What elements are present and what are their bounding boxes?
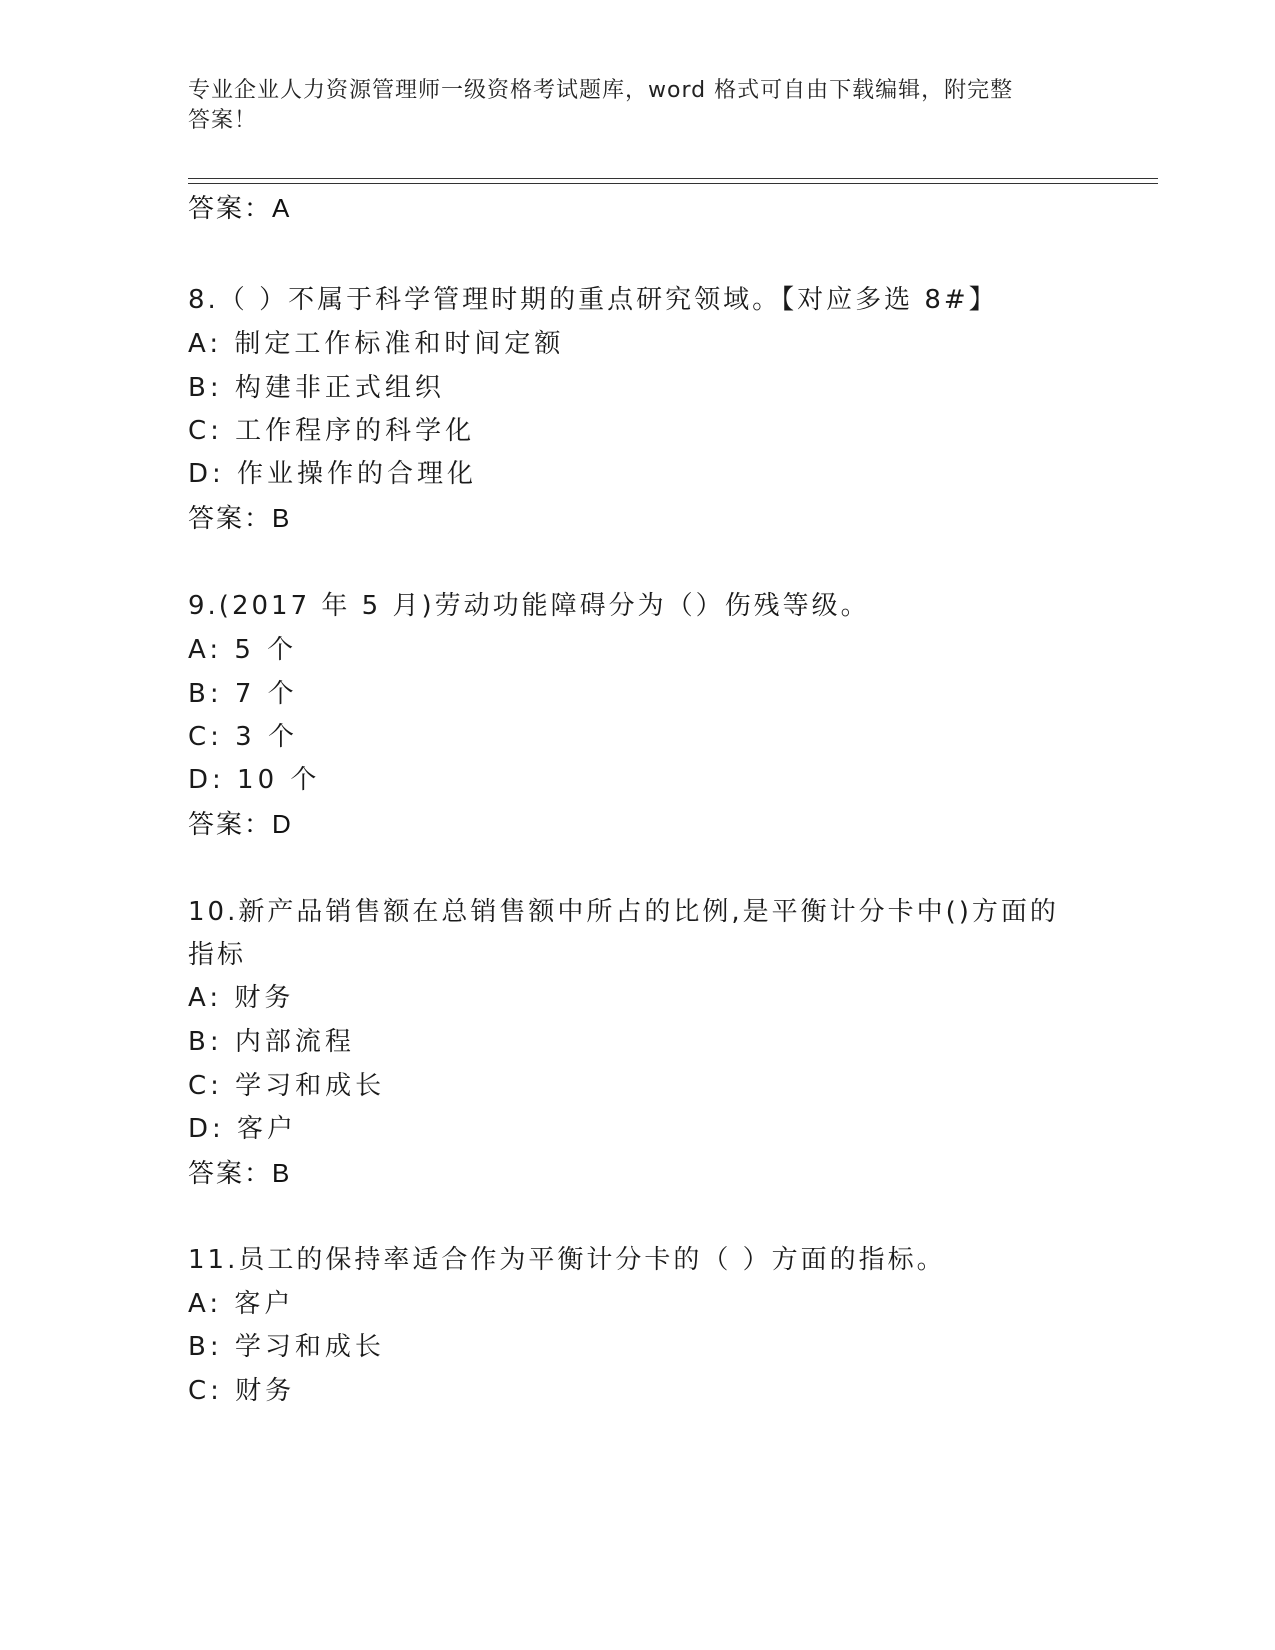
question-8-option-c: C: 工作程序的科学化 — [188, 416, 476, 446]
page-header — [188, 76, 1088, 136]
question-9-option-b: B: 7 个 — [188, 679, 298, 709]
question-10-option-b: B: 内部流程 — [188, 1027, 355, 1057]
question-10-stem: 10.新产品销售额在总销售额中所占的比例,是平衡计分卡中()方面的 — [188, 897, 1059, 927]
header-divider-top — [188, 178, 1158, 179]
question-10-option-c: C: 学习和成长 — [188, 1071, 386, 1101]
header-divider-bottom — [188, 183, 1158, 184]
question-9-option-c: C: 3 个 — [188, 722, 298, 752]
header-line-2: 答案！ — [188, 108, 258, 133]
question-8-answer: 答案：B — [188, 503, 292, 533]
question-8-option-a: A: 制定工作标准和时间定额 — [188, 329, 565, 359]
question-8-stem: 8.（ ）不属于科学管理时期的重点研究领域。【对应多选 8#】 — [188, 285, 998, 315]
question-8-option-d: D: 作业操作的合理化 — [188, 459, 478, 489]
question-11-option-b: B: 学习和成长 — [188, 1332, 385, 1362]
question-9-stem: 9.(2017 年 5 月)劳动功能障碍分为（）伤残等级。 — [188, 591, 870, 621]
header-line-1: 专业企业人力资源管理师一级资格考试题库，word 格式可自由下载编辑，附完整 — [188, 78, 1014, 103]
question-10-option-a: A: 财务 — [188, 983, 295, 1013]
question-10-stem-cont: 指标 — [188, 940, 247, 970]
question-8-option-b: B: 构建非正式组织 — [188, 373, 445, 403]
question-9-option-a: A: 5 个 — [188, 635, 298, 665]
question-9-option-d: D: 10 个 — [188, 765, 321, 795]
previous-answer: 答案：A — [188, 193, 292, 223]
question-9-answer: 答案：D — [188, 809, 293, 839]
question-10-answer: 答案：B — [188, 1158, 292, 1188]
question-11-option-c: C: 财务 — [188, 1376, 296, 1406]
question-11-option-a: A: 客户 — [188, 1289, 295, 1319]
question-11-stem: 11.员工的保持率适合作为平衡计分卡的（ ）方面的指标。 — [188, 1245, 946, 1275]
question-10-option-d: D: 客户 — [188, 1114, 298, 1144]
